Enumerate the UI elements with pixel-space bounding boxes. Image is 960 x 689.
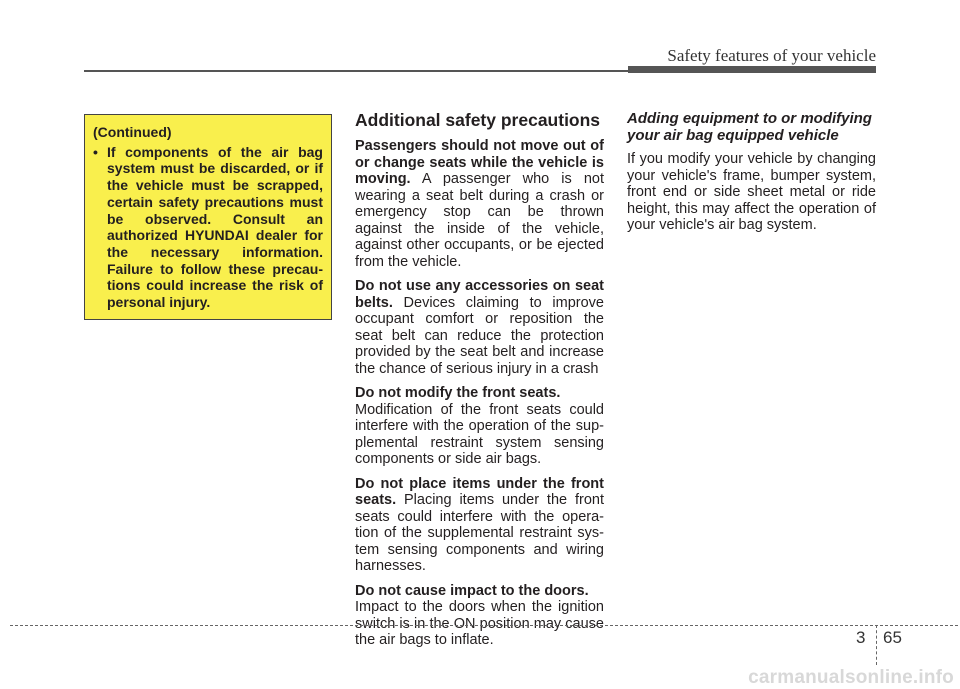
paragraph-lead: Do not cause impact to the doors. <box>355 582 589 599</box>
paragraph-body: A passenger who is not wearing a seat belt during a crash or emergency stop can be thrown against the inside of the vehicle, against other occupants, or be ejected from the vehicle. <box>355 171 604 270</box>
page-number: 65 <box>883 628 902 647</box>
watermark: carmanualsonline.info <box>748 667 954 688</box>
paragraph-door-impact <box>355 583 604 649</box>
subsection-body: If you modify your vehicle by changing your vehicle's frame, bumper system, front end or side sheet metal or ride height, this may affect the operation of your vehicle's air bag system. <box>627 151 876 233</box>
chapter-number: 3 <box>856 628 866 647</box>
paragraph-lead: Do not use any accessories on seat belts. <box>355 278 604 311</box>
paragraph-body: Impact to the doors when the ignition switch is in the ON position may cause the air bags to inflate. <box>355 599 604 648</box>
warning-box <box>84 114 332 320</box>
precautions-column <box>355 110 604 657</box>
warning-heading: (Continued) <box>93 124 172 140</box>
running-header-title: Safety features of your vehicle <box>667 46 876 65</box>
paragraph-body: Modification of the front seats could interfere with the operation of the sup-plemental restraint system sensing components or side air bags. <box>355 401 604 467</box>
bullet-icon: • <box>93 143 98 160</box>
paragraph-body: Devices claiming to improve occupant comfort or reposition the seat belt can reduce the protection provided by the seat belt and increase the chance of serious injury in a crash <box>355 294 604 377</box>
paragraph-front-seats <box>355 385 604 468</box>
paragraph-lead: Do not modify the front seats. <box>355 385 561 401</box>
warning-item <box>93 144 323 311</box>
paragraph-items-under-seats <box>355 476 604 575</box>
subsection-title: Adding equipment to or modifying your air bag equipped vehicle <box>627 110 872 144</box>
paragraph-moving-passengers <box>355 138 604 270</box>
modification-column <box>627 110 876 242</box>
paragraph-lead: Passengers should not move out of or change seats while the vehicle is moving. <box>355 138 604 187</box>
footer-divider <box>876 625 877 665</box>
paragraph-seat-belt-accessories <box>355 278 604 377</box>
warning-item-text: If components of the air bag system must be discarded, or if the vehicle must be scrapped, certain safety precautions must be observed. Consult an authorized HYUNDAI dealer for the necessary information. Failure to follow these precau-tions could increase the risk of personal injury. <box>107 143 323 311</box>
section-title: Additional safety precautions <box>355 110 601 130</box>
paragraph-lead: Do not place items under the front seats. <box>355 475 604 508</box>
paragraph-body: Placing items under the front seats could interfere with the opera-tion of the supplemental restraint sys-tem sensing components and wiring harnesses. <box>355 492 604 574</box>
footer-rule <box>10 625 958 626</box>
header-rule-accent <box>628 66 876 73</box>
